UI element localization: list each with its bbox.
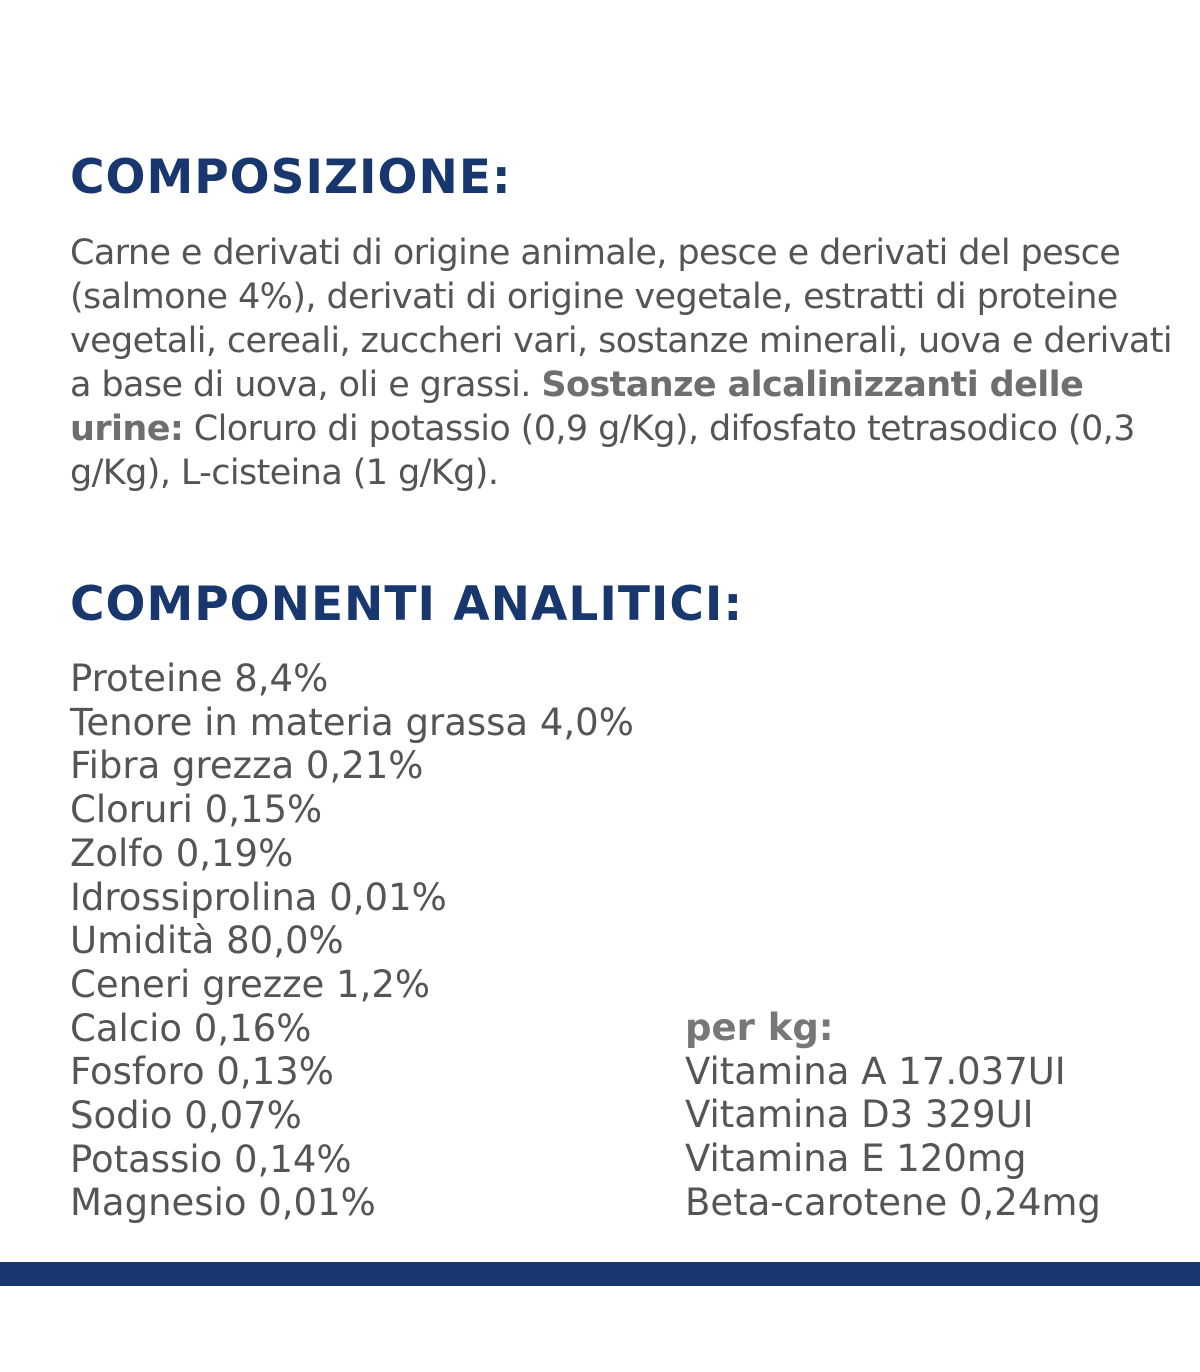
additives-text: Cloruro di potassio (0,9 g/Kg), difosfato tetrasodico (0,3 g/Kg), L-cisteina (1 g/Kg). <box>70 409 1135 493</box>
vitamin-item: Vitamina E 120mg <box>685 1137 1027 1181</box>
vitamins-per-kg-label: per kg: <box>685 1006 834 1049</box>
analytics-heading: COMPONENTI ANALITICI: <box>70 577 744 632</box>
analytics-list <box>70 657 634 1225</box>
vitamin-item: Vitamina A 17.037UI <box>685 1049 1066 1093</box>
analytics-item: Idrossiprolina 0,01% <box>70 875 447 919</box>
vitamins-list <box>685 1006 1101 1225</box>
vitamin-item: Vitamina D3 329UI <box>685 1093 1034 1137</box>
analytics-item: Ceneri grezze 1,2% <box>70 962 431 1006</box>
analytics-item: Fibra grezza 0,21% <box>70 744 424 788</box>
vitamin-item: Beta-carotene 0,24mg <box>685 1180 1101 1224</box>
analytics-item: Calcio 0,16% <box>70 1006 312 1050</box>
analytics-item: Umidità 80,0% <box>70 919 344 963</box>
additives-label: Sostanze alcalinizzanti delle urine: <box>70 365 1084 449</box>
analytics-item: Fosforo 0,13% <box>70 1050 334 1094</box>
analytics-item: Potassio 0,14% <box>70 1137 352 1181</box>
analytics-item: Magnesio 0,01% <box>70 1181 376 1225</box>
composition-ingredients: Carne e derivati di origine animale, pesce e derivati del pesce (salmone 4%), derivati di origine vegetale, estratti di proteine vegetali, cereali, zuccheri vari, sostanze minerali, uova e derivati a base di uova, oli e grassi. <box>70 233 1173 405</box>
analytics-item: Tenore in materia grassa 4,0% <box>70 700 634 744</box>
analytics-item: Zolfo 0,19% <box>70 831 294 875</box>
composition-heading: COMPOSIZIONE: <box>70 150 512 205</box>
composition-text <box>70 231 1180 495</box>
analytics-item: Cloruri 0,15% <box>70 788 323 832</box>
analytics-item: Proteine 8,4% <box>70 657 329 700</box>
bottom-brand-bar <box>0 1262 1200 1286</box>
analytics-item: Sodio 0,07% <box>70 1094 302 1138</box>
